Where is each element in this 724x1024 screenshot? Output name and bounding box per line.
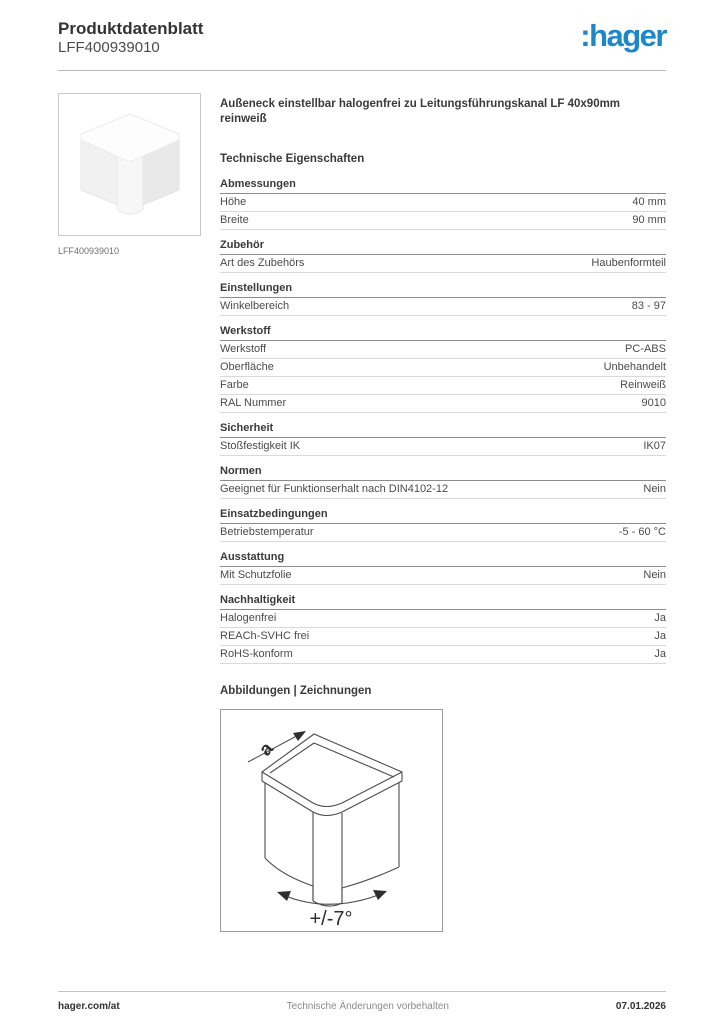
main-content bbox=[58, 93, 666, 932]
spec-label: Geeignet für Funktionserhalt nach DIN4102-12 bbox=[220, 482, 449, 495]
spec-section bbox=[220, 422, 666, 456]
corner-piece-drawing bbox=[221, 710, 442, 931]
spec-value: Nein bbox=[643, 482, 666, 495]
spec-label: Werkstoff bbox=[220, 342, 267, 355]
spec-row bbox=[220, 481, 666, 499]
spec-row bbox=[220, 359, 666, 377]
product-image bbox=[58, 93, 201, 236]
spec-label: Oberfläche bbox=[220, 360, 274, 373]
spec-label: Halogenfrei bbox=[220, 611, 277, 624]
document-footer bbox=[58, 991, 666, 1012]
footer-date: 07.01.2026 bbox=[615, 1001, 666, 1012]
spec-label: RoHS-konform bbox=[220, 647, 293, 660]
technical-drawing bbox=[220, 709, 443, 932]
spec-row bbox=[220, 567, 666, 585]
spec-section bbox=[220, 551, 666, 585]
spec-value: 40 mm bbox=[632, 195, 666, 208]
spec-row bbox=[220, 194, 666, 212]
spec-column bbox=[220, 93, 666, 932]
spec-section-title: Einsatzbedingungen bbox=[220, 508, 666, 524]
spec-label: REACh-SVHC frei bbox=[220, 629, 310, 642]
spec-row bbox=[220, 255, 666, 273]
spec-label: Winkelbereich bbox=[220, 299, 290, 312]
spec-value: Reinweiß bbox=[620, 378, 666, 391]
spec-value: PC-ABS bbox=[625, 342, 666, 355]
spec-section-title: Sicherheit bbox=[220, 422, 666, 438]
technical-properties-heading: Technische Eigenschaften bbox=[220, 152, 365, 165]
angle-label: +/-7° bbox=[309, 907, 353, 930]
spec-section bbox=[220, 465, 666, 499]
spec-label: Betriebstemperatur bbox=[220, 525, 314, 538]
spec-row bbox=[220, 298, 666, 316]
spec-section-title: Normen bbox=[220, 465, 666, 481]
spec-value: 83 - 97 bbox=[631, 299, 666, 312]
spec-value: Nein bbox=[643, 568, 666, 581]
spec-label: Höhe bbox=[220, 195, 247, 208]
spec-value: -5 - 60 °C bbox=[618, 525, 666, 538]
corner-piece-photo bbox=[65, 100, 195, 230]
page-title: Produktdatenblatt bbox=[58, 19, 204, 38]
spec-section bbox=[220, 282, 666, 316]
footer-notice: Technische Änderungen vorbehalten bbox=[286, 1001, 449, 1012]
spec-label: Farbe bbox=[220, 378, 249, 391]
product-image-caption: LFF400939010 bbox=[58, 246, 120, 256]
spec-row bbox=[220, 646, 666, 664]
spec-value: Ja bbox=[654, 629, 666, 642]
spec-section-title: Werkstoff bbox=[220, 325, 666, 341]
spec-section-title: Ausstattung bbox=[220, 551, 666, 567]
spec-label: Art des Zubehörs bbox=[220, 256, 305, 269]
figures-heading: Abbildungen | Zeichnungen bbox=[220, 684, 372, 697]
spec-row bbox=[220, 438, 666, 456]
spec-value: Ja bbox=[654, 647, 666, 660]
spec-value: Ja bbox=[654, 611, 666, 624]
spec-value: 90 mm bbox=[632, 213, 666, 226]
spec-label: Mit Schutzfolie bbox=[220, 568, 292, 581]
spec-row bbox=[220, 524, 666, 542]
spec-row bbox=[220, 395, 666, 413]
document-header bbox=[58, 18, 666, 58]
spec-section bbox=[220, 178, 666, 230]
spec-section bbox=[220, 508, 666, 542]
spec-section-title: Nachhaltigkeit bbox=[220, 594, 666, 610]
spec-row bbox=[220, 377, 666, 395]
spec-value: Haubenformteil bbox=[591, 256, 666, 269]
spec-value: 9010 bbox=[641, 396, 666, 409]
spec-section-title: Zubehör bbox=[220, 239, 666, 255]
dimension-a-label: a bbox=[255, 738, 278, 761]
spec-label: Stoßfestigkeit IK bbox=[220, 439, 301, 452]
spec-label: RAL Nummer bbox=[220, 396, 287, 409]
spec-row bbox=[220, 628, 666, 646]
spec-row bbox=[220, 212, 666, 230]
hager-logo: :hager bbox=[580, 18, 666, 53]
header-titles bbox=[58, 18, 203, 58]
header-divider bbox=[58, 70, 666, 71]
spec-section bbox=[220, 239, 666, 273]
product-id: LFF400939010 bbox=[58, 39, 160, 57]
footer-website: hager.com/at bbox=[58, 1001, 120, 1012]
spec-label: Breite bbox=[220, 213, 249, 226]
spec-row bbox=[220, 341, 666, 359]
spec-row bbox=[220, 610, 666, 628]
spec-section bbox=[220, 325, 666, 413]
spec-section bbox=[220, 594, 666, 664]
spec-value: Unbehandelt bbox=[603, 360, 666, 373]
spec-sections bbox=[220, 178, 666, 664]
product-image-column bbox=[58, 93, 202, 932]
product-description: Außeneck einstellbar halogenfrei zu Leitungsführungskanal LF 40x90mm reinweiß bbox=[220, 98, 621, 125]
spec-section-title: Einstellungen bbox=[220, 282, 666, 298]
spec-section-title: Abmessungen bbox=[220, 178, 666, 194]
spec-value: IK07 bbox=[643, 439, 666, 452]
